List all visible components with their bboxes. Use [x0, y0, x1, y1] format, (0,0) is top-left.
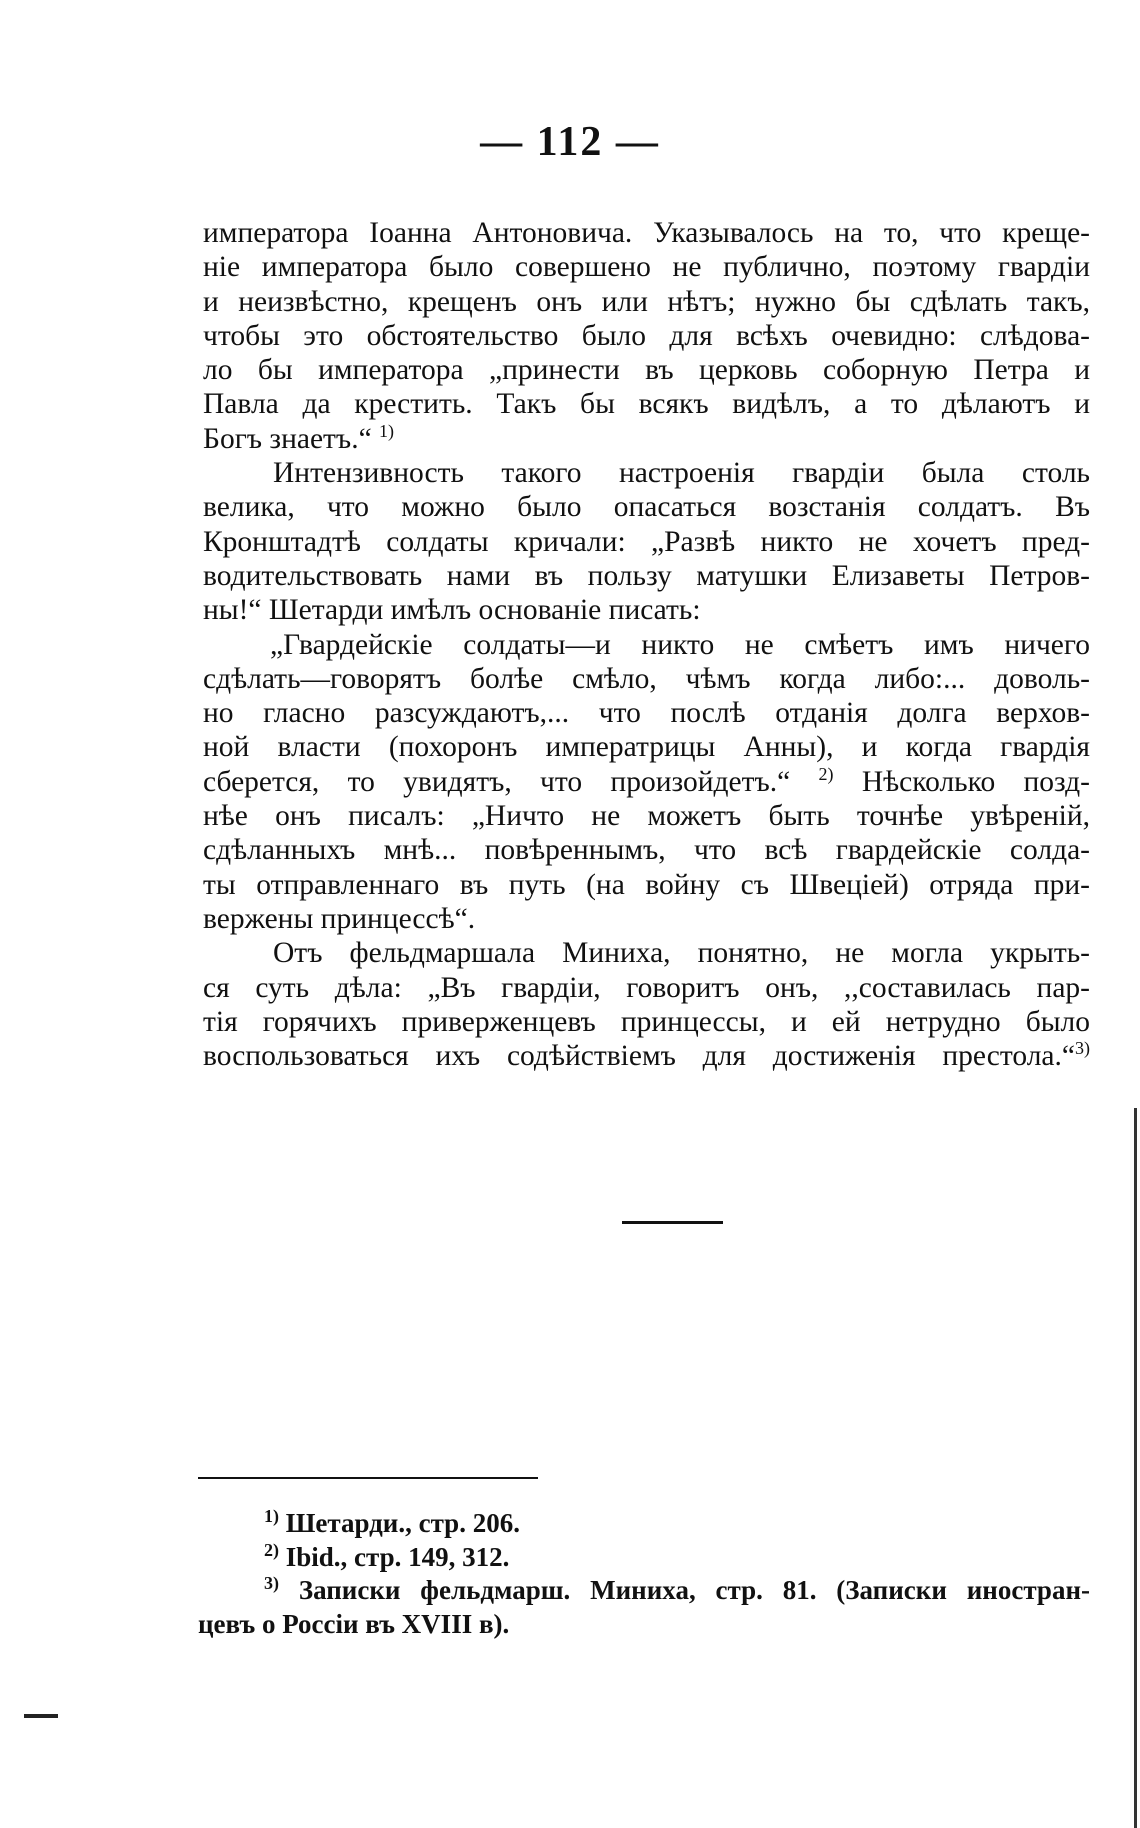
footnote-item — [198, 1541, 1090, 1575]
text-line — [203, 1039, 1090, 1073]
footnote-separator — [198, 1477, 538, 1479]
section-end-rule — [622, 1221, 723, 1224]
text-line: и неизвѣстно, крещенъ онъ или нѣтъ; нужно бы сдѣлать такъ, — [203, 285, 1090, 318]
scan-edge-mark — [24, 1714, 58, 1718]
footnote-ref: 1) — [379, 420, 395, 441]
text-fragment: Богъ знаетъ.“ — [203, 422, 372, 455]
text-line: ны!“ Шетарди имѣлъ основаніе писать: — [203, 594, 701, 627]
footnote-item — [198, 1574, 1090, 1608]
text-line — [203, 422, 1090, 456]
footnote-ref: 3) — [1075, 1038, 1090, 1059]
footnote-text: Записки фельдмарш. Миниха, стр. 81. (Записки иностран- — [279, 1575, 1090, 1605]
text-line: тія горячихъ приверженцевъ принцессы, и ей нетрудно было — [203, 1005, 1090, 1038]
text-line: но гласно разсуждаютъ,... что послѣ отданія долга верхов- — [203, 697, 1090, 730]
scan-edge-line — [1134, 1108, 1137, 1828]
footnote-item — [198, 1507, 1090, 1541]
text-line: императора Іоанна Антоновича. Указывалось на то, что креще- — [203, 217, 1090, 249]
text-line: ты отправленнаго въ путь (на войну съ Швеціей) отряда при- — [203, 868, 1090, 901]
footnote-text: Ibid., стр. 149, 312. — [279, 1541, 510, 1572]
footnote-continuation: цевъ о Россіи въ XVIII в). — [198, 1608, 510, 1639]
text-line: ной власти (похоронъ императрицы Анны), и когда гвардія — [203, 731, 1090, 764]
text-line: Отъ фельдмаршала Миниха, понятно, не могла укрыть- — [273, 937, 1090, 970]
text-line: водительствовать нами въ пользу матушки Елизаветы Петров- — [203, 559, 1090, 592]
page-number: — 112 — — [480, 119, 660, 165]
text-line: „Гвардейскіе солдаты—и никто не смѣетъ имъ ничего — [270, 628, 1090, 661]
text-line: Интензивность такого настроенія гвардіи была столь — [273, 457, 1090, 490]
footnote-mark: 2) — [264, 1539, 279, 1560]
text-line — [203, 765, 1090, 799]
text-line: ся суть дѣла: „Въ гвардіи, говоритъ онъ, ,,составилась пар- — [203, 971, 1090, 1004]
body-text — [203, 216, 1090, 1073]
text-line: сдѣлать—говорятъ болѣе смѣло, чѣмъ когда либо:... доволь- — [203, 662, 1090, 695]
text-fragment: воспользоваться ихъ содѣйствіемъ для достиженія престола.“ — [203, 1040, 1075, 1073]
footnotes — [198, 1507, 1090, 1641]
text-line: ло бы императора „принести въ церковь соборную Петра и — [203, 354, 1090, 387]
text-line: Кронштадтѣ солдаты кричали: „Развѣ никто не хочетъ пред- — [203, 525, 1090, 558]
text-line: велика, что можно было опасаться возстанія солдатъ. Въ — [203, 491, 1090, 524]
text-line: сдѣланныхъ мнѣ... повѣреннымъ, что всѣ гвардейскіе солда- — [203, 834, 1090, 867]
text-fragment: Нѣсколько позд- — [833, 765, 1090, 798]
text-line: нѣе онъ писалъ: „Ничто не можетъ быть точнѣе увѣреній, — [203, 800, 1090, 833]
footnote-text: Шетарди., стр. 206. — [279, 1508, 520, 1538]
footnote-ref: 2) — [818, 763, 834, 784]
footnote-mark: 3) — [264, 1573, 279, 1593]
footnote-mark: 1) — [264, 1506, 279, 1526]
text-fragment: сберется, то увидятъ, что произойдетъ.“ — [203, 765, 791, 798]
text-line: чтобы это обстоятельство было для всѣхъ очевидно: слѣдова- — [203, 319, 1090, 352]
text-line: вержены принцессѣ“. — [203, 902, 476, 935]
text-line: Павла да крестить. Такъ бы всякъ видѣлъ, а то дѣлаютъ и — [203, 388, 1090, 421]
text-line: ніе императора было совершено не публично, поэтому гвардіи — [203, 251, 1090, 284]
